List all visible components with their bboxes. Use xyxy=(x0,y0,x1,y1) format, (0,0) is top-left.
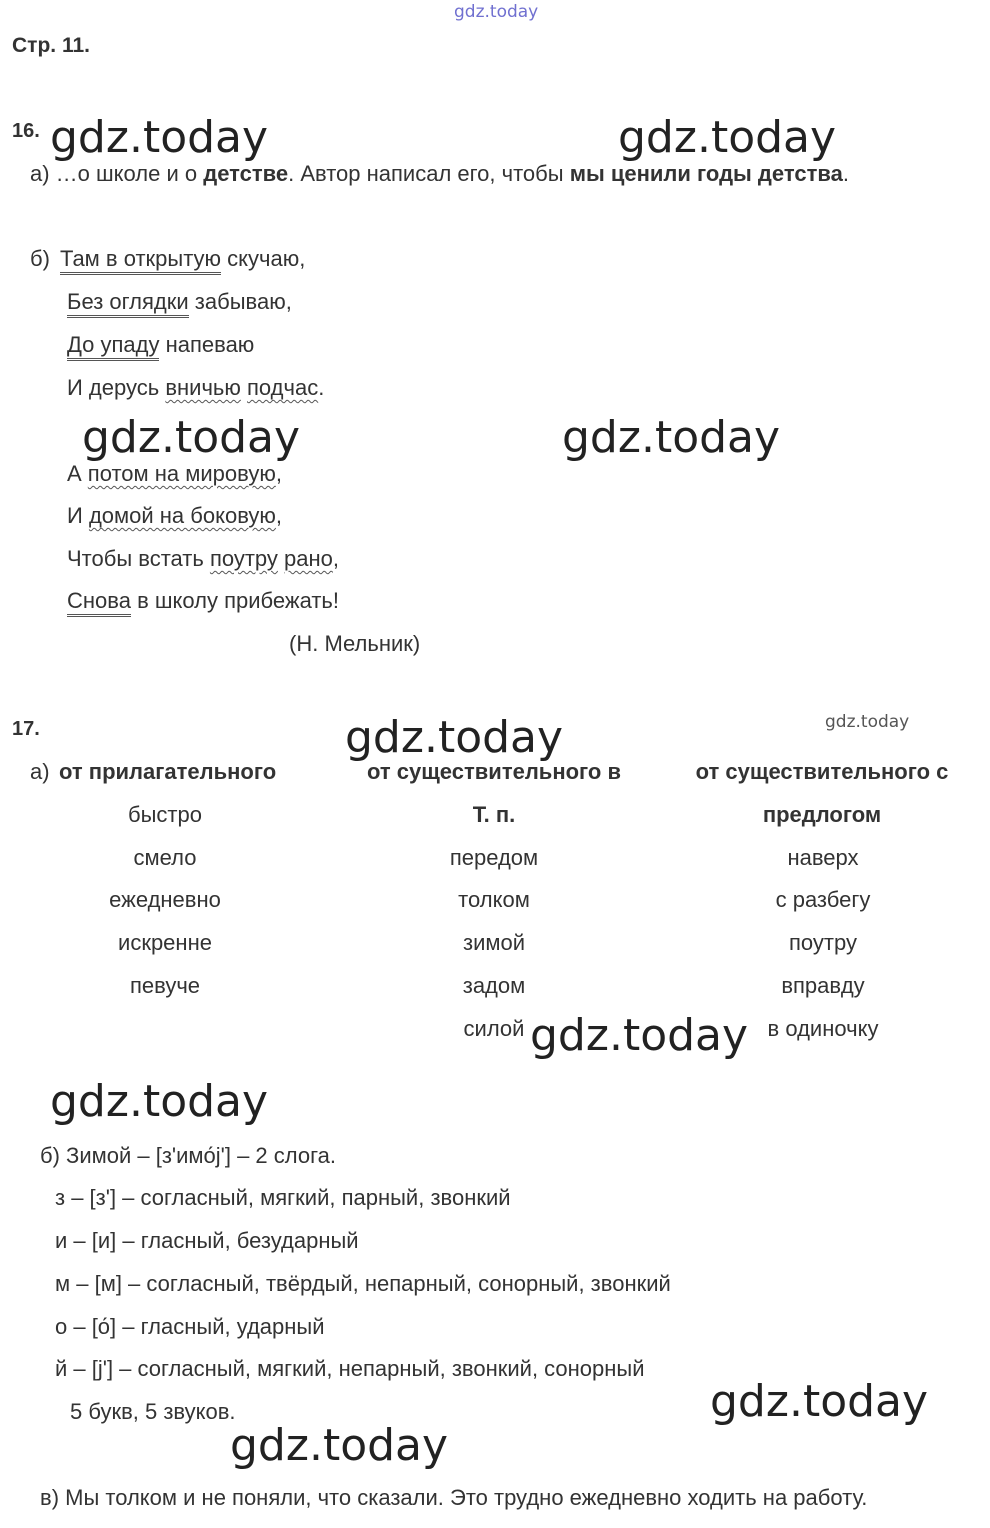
ex16-b-label: б) xyxy=(30,246,50,271)
poem-author: (Н. Мельник) xyxy=(289,631,421,656)
watermark: gdz.today xyxy=(82,412,301,463)
column-item: вправду xyxy=(781,973,865,998)
watermark: gdz.today xyxy=(530,1010,749,1061)
phonetic-line: й – [j'] – согласный, мягкий, непарный, звонкий, сонорный xyxy=(55,1356,645,1381)
column-item: с разбегу xyxy=(775,887,871,912)
watermark-small: gdz.today xyxy=(825,712,910,732)
page-label: Стр. 11. xyxy=(12,34,90,57)
column-item: певуче xyxy=(129,973,201,998)
column-item: искренне xyxy=(118,930,212,955)
column-item: наверх xyxy=(787,845,859,870)
watermark-top: gdz.today xyxy=(454,2,539,22)
watermark: gdz.today xyxy=(562,412,781,463)
phonetic-line: о – [о́] – гласный, ударный xyxy=(55,1314,325,1339)
column-header: от существительного в xyxy=(367,759,621,784)
poem-line: Там в открытую скучаю, xyxy=(60,248,305,270)
column-item: быстро xyxy=(128,802,202,827)
column-item: передом xyxy=(449,845,539,870)
column-header: от существительного с xyxy=(695,759,949,784)
ex17-answer-v: в) Мы толком и не поняли, что сказали. Это трудно ежедневно ходить на работу. xyxy=(40,1485,868,1510)
phonetic-summary: 5 букв, 5 звуков. xyxy=(70,1399,236,1424)
column-item: зимой xyxy=(462,930,526,955)
poem-line: А потом на мировую, xyxy=(67,461,282,486)
watermark: gdz.today xyxy=(345,712,564,763)
column-header: от прилагательного xyxy=(59,759,277,784)
poem-line: И дерусь вничью подчас. xyxy=(67,375,325,400)
column-header: предлогом xyxy=(762,802,882,827)
column-item: задом xyxy=(462,973,526,998)
column-item: ежедневно xyxy=(109,887,221,912)
phonetic-line: з – [з'] – согласный, мягкий, парный, звонкий xyxy=(55,1185,511,1210)
phonetic-line: м – [м] – согласный, твёрдый, непарный, сонорный, звонкий xyxy=(55,1271,671,1296)
phonetic-line: и – [и] – гласный, безударный xyxy=(55,1228,359,1253)
ex16-answer-a: а) …о школе и о детстве. Автор написал его, чтобы мы ценили годы детства. xyxy=(30,161,849,186)
poem-line: До упаду напеваю xyxy=(67,334,254,356)
watermark: gdz.today xyxy=(710,1376,929,1427)
watermark: gdz.today xyxy=(50,112,269,163)
watermark: gdz.today xyxy=(230,1420,449,1471)
column-header: Т. п. xyxy=(472,802,516,827)
exercise-number: 17. xyxy=(12,718,40,740)
column-item: поутру xyxy=(789,930,857,955)
ex17-a-label: а) xyxy=(30,759,50,784)
column-item: смело xyxy=(133,845,197,870)
watermark: gdz.today xyxy=(50,1076,269,1127)
poem-line: Без оглядки забываю, xyxy=(67,291,292,313)
poem-line: Снова в школу прибежать! xyxy=(67,590,339,612)
column-item: силой xyxy=(463,1016,525,1041)
poem-line: Чтобы встать поутру рано, xyxy=(67,546,340,571)
phonetic-line: б) Зимой – [з'имо́j'] – 2 слога. xyxy=(40,1143,336,1168)
watermark: gdz.today xyxy=(618,112,837,163)
poem-line: И домой на боковую, xyxy=(67,503,283,528)
column-item: толком xyxy=(458,887,530,912)
exercise-number: 16. xyxy=(12,120,40,142)
column-item: в одиночку xyxy=(767,1016,879,1041)
